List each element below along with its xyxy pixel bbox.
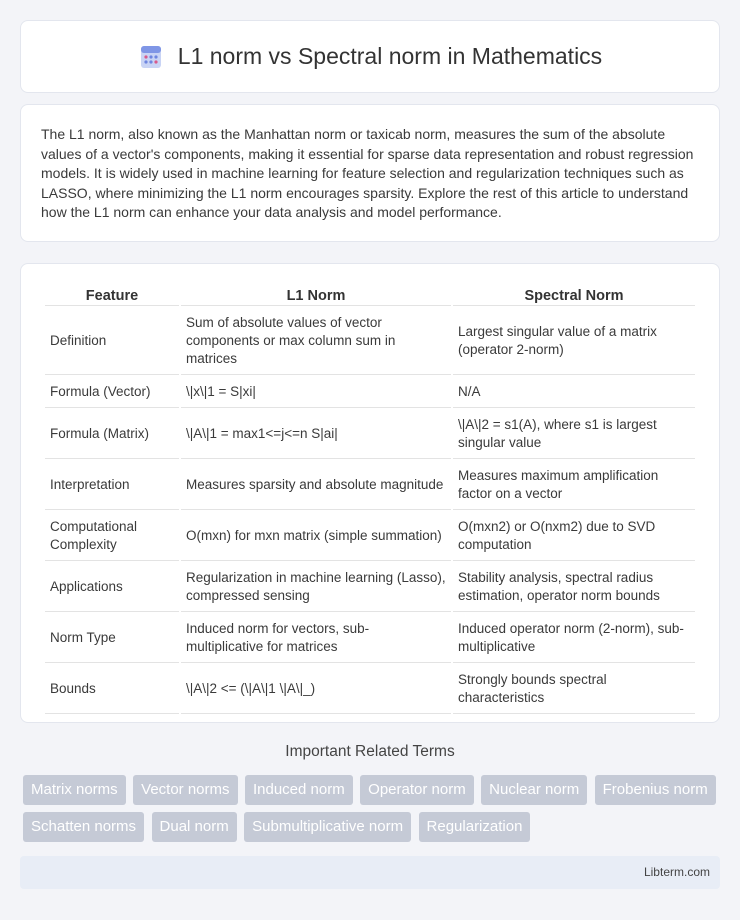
intro-text: The L1 norm, also known as the Manhattan norm or taxicab norm, measures the sum of the absolute values of a vector's components, making it essential for sparse data representation and robust regression models. It is widely used in machine learning for feature selection and regularization techniques such as LASSO, where minimizing the L1 norm encourages sparsity. Explore the rest of this article to understand how the L1 norm can enhance your data analysis and model performance. — [41, 126, 694, 221]
tag-matrix-norms[interactable]: Matrix norms — [23, 775, 126, 805]
table-row — [45, 512, 695, 561]
footer — [20, 856, 720, 889]
cell-spectral: Strongly bounds spectral characteristics — [453, 665, 695, 714]
tag-vector-norms[interactable]: Vector norms — [133, 775, 237, 805]
header-spectral-norm: Spectral Norm — [453, 286, 695, 306]
table-row — [45, 377, 695, 408]
table-row — [45, 308, 695, 375]
cell-feature: Bounds — [45, 665, 179, 714]
cell-spectral: Measures maximum amplification factor on a vector — [453, 461, 695, 510]
header-l1-norm: L1 Norm — [181, 286, 451, 306]
cell-l1: O(mxn) for mxn matrix (simple summation) — [181, 512, 451, 561]
tag-schatten-norms[interactable]: Schatten norms — [23, 812, 144, 842]
tag-submultiplicative-norm[interactable]: Submultiplicative norm — [244, 812, 411, 842]
cell-l1: Sum of absolute values of vector components or max column sum in matrices — [181, 308, 451, 375]
cell-spectral: N/A — [453, 377, 695, 408]
tag-induced-norm[interactable]: Induced norm — [245, 775, 353, 805]
footer-site-link[interactable]: Libterm.com — [643, 865, 710, 879]
table-row — [45, 410, 695, 459]
header-card — [20, 20, 720, 93]
cell-feature: Norm Type — [45, 614, 179, 663]
table-row — [45, 563, 695, 612]
cell-spectral: Largest singular value of a matrix (operator 2-norm) — [453, 308, 695, 375]
cell-l1: \|A\|1 = max1<=j<=n S|ai| — [181, 410, 451, 459]
page-title: L1 norm vs Spectral norm in Mathematics — [177, 43, 603, 69]
cell-spectral: Stability analysis, spectral radius estimation, operator norm bounds — [453, 563, 695, 612]
comparison-table — [43, 284, 697, 716]
related-terms-list — [23, 775, 723, 849]
cell-spectral: O(mxn2) or O(nxm2) due to SVD computation — [453, 512, 695, 561]
cell-l1: \|A\|2 <= (\|A\|1 \|A\|_) — [181, 665, 451, 714]
table-row — [45, 614, 695, 663]
cell-l1: Measures sparsity and absolute magnitude — [181, 461, 451, 510]
tag-nuclear-norm[interactable]: Nuclear norm — [481, 775, 587, 805]
cell-feature: Applications — [45, 563, 179, 612]
header-feature: Feature — [45, 286, 179, 306]
cell-feature: Interpretation — [45, 461, 179, 510]
intro-card — [20, 104, 720, 242]
cell-feature: Computational Complexity — [45, 512, 179, 561]
tag-operator-norm[interactable]: Operator norm — [360, 775, 474, 805]
cell-spectral: \|A\|2 = s1(A), where s1 is largest singular value — [453, 410, 695, 459]
cell-l1: Induced norm for vectors, sub-multiplicative for matrices — [181, 614, 451, 663]
tag-regularization[interactable]: Regularization — [419, 812, 531, 842]
table-row — [45, 665, 695, 714]
cell-spectral: Induced operator norm (2-norm), sub-multiplicative — [453, 614, 695, 663]
table-header-row — [45, 286, 695, 306]
cell-feature: Formula (Matrix) — [45, 410, 179, 459]
related-terms-title: Important Related Terms — [285, 743, 455, 760]
comparison-card — [20, 263, 720, 723]
tag-dual-norm[interactable]: Dual norm — [152, 812, 237, 842]
cell-l1: \|x\|1 = S|xi| — [181, 377, 451, 408]
cell-feature: Formula (Vector) — [45, 377, 179, 408]
tag-frobenius-norm[interactable]: Frobenius norm — [595, 775, 716, 805]
cell-feature: Definition — [45, 308, 179, 375]
table-row — [45, 461, 695, 510]
cell-l1: Regularization in machine learning (Lasso), compressed sensing — [181, 563, 451, 612]
calculator-icon — [138, 44, 164, 70]
